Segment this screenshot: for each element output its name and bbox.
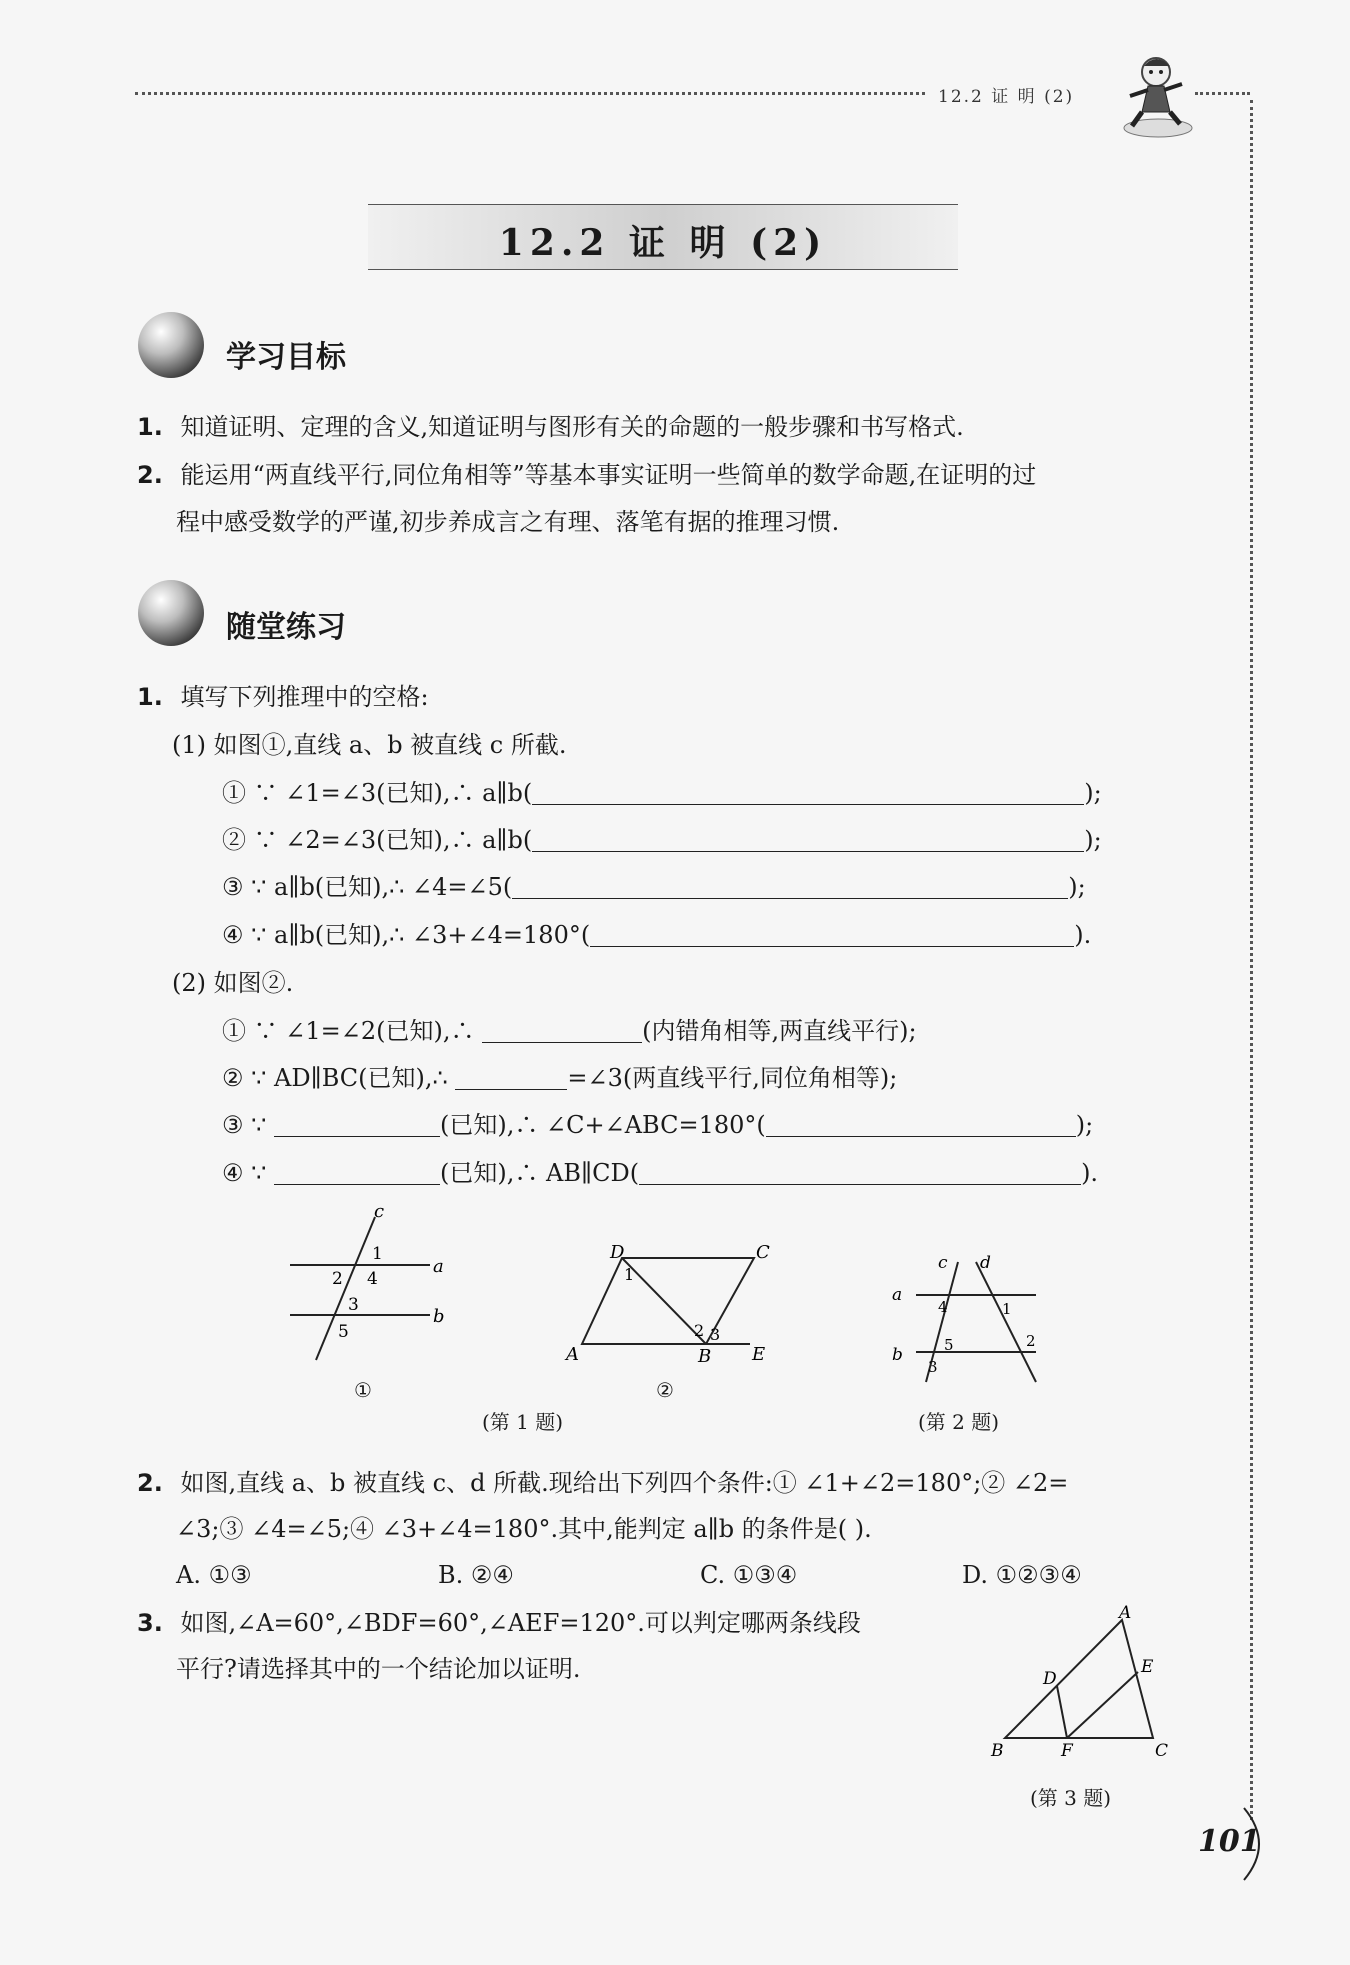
header-dotted-rule: [135, 92, 925, 95]
section-ball-icon: [138, 312, 204, 378]
section-globe-icon: [138, 580, 204, 646]
angle-2: 2: [694, 1321, 705, 1340]
angle-1: 1: [1002, 1300, 1012, 1318]
reasoning-line: ③ ∵ a∥b(已知),∴ ∠4=∠5( );: [222, 873, 1086, 901]
label-b: b: [892, 1345, 903, 1365]
lesson-title: 12.2 证 明 (2): [498, 222, 828, 264]
objective-item: 2. 能运用“两直线平行,同位角相等”等基本事实证明一些简单的数学命题,在证明的过: [137, 461, 1037, 489]
answer-blank[interactable]: [455, 1065, 567, 1090]
question-3-line: 3. 如图,∠A=60°,∠BDF=60°,∠AEF=120°.可以判定哪两条线段: [137, 1609, 861, 1637]
question-1-part1-intro: (1) 如图①,直线 a、b 被直线 c 所截.: [172, 731, 567, 759]
label-C: C: [1155, 1741, 1169, 1761]
label-d: d: [980, 1253, 991, 1273]
answer-blank[interactable]: [590, 922, 1074, 947]
figure-question-2: [886, 1250, 1046, 1385]
figure-1-parallel-lines: [280, 1205, 460, 1365]
angle-2: 2: [1026, 1332, 1036, 1350]
question-2-line: 2. 如图,直线 a、b 被直线 c、d 所截.现给出下列四个条件:① ∠1+∠2=180°;② ∠2=: [137, 1469, 1069, 1497]
reasoning-line: ② ∵ AD∥BC(已知),∴ =∠3(两直线平行,同位角相等);: [222, 1064, 898, 1092]
angle-5: 5: [338, 1322, 349, 1342]
section-title-practice: 随堂练习: [226, 610, 346, 645]
answer-blank[interactable]: [274, 1112, 440, 1137]
label-F: F: [1061, 1741, 1073, 1761]
margin-dotted-rule: [1250, 100, 1253, 1820]
figure-1-label: ①: [354, 1378, 372, 1402]
angle-3: 3: [928, 1358, 938, 1376]
reasoning-line: ④ ∵ (已知),∴ AB∥CD( ).: [222, 1159, 1099, 1187]
caption-question-2: (第 2 题): [918, 1410, 1000, 1434]
objective-item: 1. 知道证明、定理的含义,知道证明与图形有关的命题的一般步骤和书写格式.: [137, 413, 964, 441]
page-number: 101: [1198, 1824, 1261, 1859]
question-1-stem: 1. 填写下列推理中的空格:: [137, 683, 429, 711]
label-B: B: [698, 1346, 712, 1367]
running-header: 12.2 证 明 (2): [938, 87, 1075, 107]
label-D: D: [610, 1242, 625, 1263]
label-a: a: [433, 1256, 444, 1277]
label-b: b: [433, 1306, 445, 1327]
label-A: A: [1119, 1603, 1132, 1623]
reasoning-line: ③ ∵ (已知),∴ ∠C+∠ABC=180°( );: [222, 1111, 1094, 1139]
figure-question-3-triangle: [985, 1600, 1185, 1770]
figure-2-parallelogram: [560, 1240, 780, 1370]
label-D: D: [1043, 1669, 1057, 1689]
reasoning-line: ② ∵ ∠2=∠3(已知),∴ a∥b( );: [222, 826, 1102, 854]
header-dotted-rule-right: [1195, 92, 1250, 95]
option-C[interactable]: C. ①③④: [700, 1561, 798, 1589]
label-c: c: [938, 1253, 948, 1273]
angle-1: 1: [624, 1265, 635, 1284]
label-C: C: [756, 1242, 770, 1263]
answer-blank[interactable]: [532, 780, 1084, 805]
answer-blank[interactable]: [532, 827, 1084, 852]
angle-3: 3: [348, 1295, 359, 1315]
figure-2-label: ②: [656, 1378, 674, 1402]
angle-5: 5: [944, 1336, 954, 1354]
reasoning-line: ① ∵ ∠1=∠2(已知),∴ (内错角相等,两直线平行);: [222, 1017, 917, 1045]
answer-blank[interactable]: [639, 1160, 1081, 1185]
mascot-icon: [1118, 50, 1198, 140]
angle-2: 2: [332, 1269, 343, 1289]
question-1-part2-intro: (2) 如图②.: [172, 969, 294, 997]
answer-blank[interactable]: [766, 1112, 1076, 1137]
option-D[interactable]: D. ①②③④: [962, 1561, 1082, 1589]
label-A: A: [566, 1344, 579, 1365]
label-E: E: [752, 1344, 766, 1365]
reasoning-line: ④ ∵ a∥b(已知),∴ ∠3+∠4=180°( ).: [222, 921, 1092, 949]
answer-blank[interactable]: [512, 874, 1068, 899]
caption-question-3: (第 3 题): [1030, 1786, 1112, 1810]
option-B[interactable]: B. ②④: [438, 1561, 514, 1589]
answer-blank[interactable]: [482, 1018, 642, 1043]
angle-3: 3: [710, 1325, 721, 1344]
label-E: E: [1141, 1657, 1154, 1677]
objective-item-cont: 程中感受数学的严谨,初步养成言之有理、落笔有据的推理习惯.: [176, 508, 840, 536]
label-a: a: [892, 1285, 903, 1305]
caption-question-1: (第 1 题): [482, 1410, 564, 1434]
option-A[interactable]: A. ①③: [176, 1561, 252, 1589]
angle-4: 4: [938, 1298, 948, 1316]
label-B: B: [991, 1741, 1004, 1761]
label-c: c: [374, 1205, 385, 1222]
question-3-line-cont: 平行?请选择其中的一个结论加以证明.: [176, 1655, 581, 1683]
angle-4: 4: [367, 1269, 378, 1289]
answer-blank[interactable]: [274, 1160, 440, 1185]
reasoning-line: ① ∵ ∠1=∠3(已知),∴ a∥b( );: [222, 779, 1102, 807]
angle-1: 1: [372, 1244, 383, 1264]
section-title-objectives: 学习目标: [226, 340, 346, 375]
question-2-line-cont: ∠3;③ ∠4=∠5;④ ∠3+∠4=180°.其中,能判定 a∥b 的条件是( ).: [176, 1515, 872, 1543]
lesson-title-bar: [368, 204, 958, 270]
